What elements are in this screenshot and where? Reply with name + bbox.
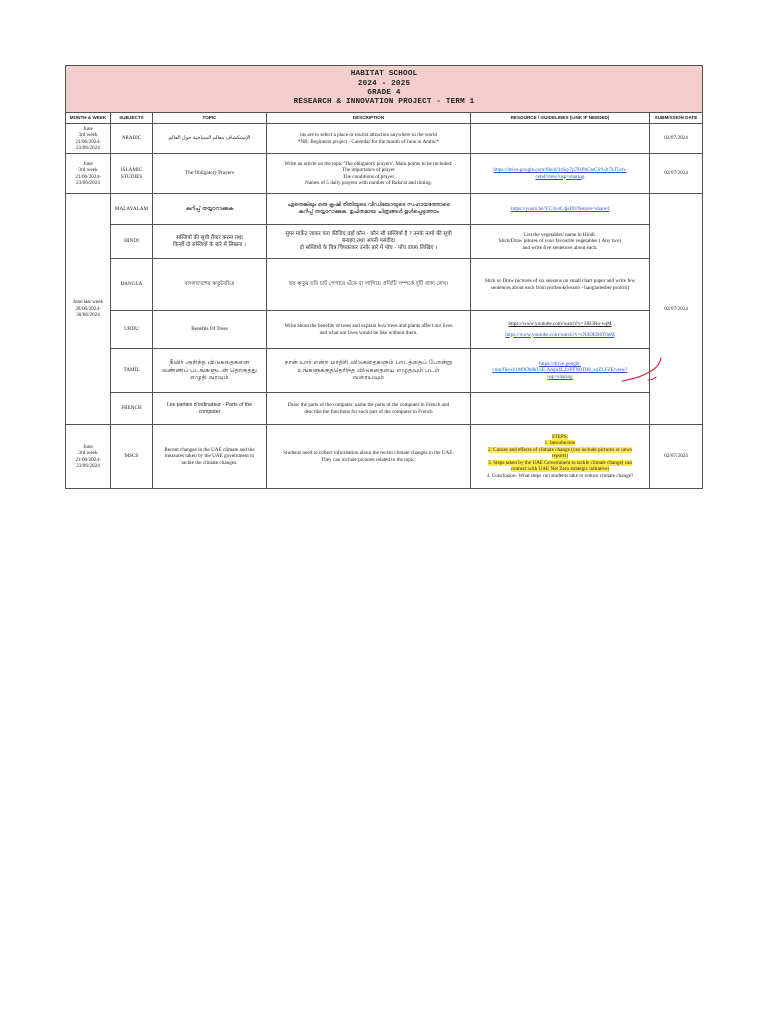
resource-link[interactable]: https://www.youtube.com/watch?v=3IB3Ro-vqM bbox=[508, 321, 612, 327]
week-cell: June 3rd week 21/06/2024- 23/06/2024 bbox=[66, 124, 111, 154]
resource-link[interactable]: https://drive.google.com/file/d/1rSq-7p7FtPhCtsCS9-2t7kT5vh- cebd/view?usp=sharing bbox=[471, 154, 650, 194]
table-row bbox=[66, 425, 703, 489]
grade-label: GRADE 4 bbox=[367, 89, 401, 97]
topic-cell: বাংলাদেশের ঋতুবৈচিত্র bbox=[153, 259, 267, 311]
resource-cell bbox=[471, 124, 650, 154]
subject-cell: ARABIC bbox=[111, 124, 153, 154]
resource-cell: List the vegetables' name in Hindi. Stick/Draw pitures of your favourite vegetables ( Any two) and write five sentences about each. bbox=[471, 225, 650, 259]
resource-link[interactable]: https://drive.google. com/file/d/1M9Oh8kUiE-Aoqu4LZxPFN8TIl8_xzZLFZE/view? usp=sharing bbox=[471, 349, 650, 393]
date-cell: 02/07/2024 bbox=[650, 194, 703, 425]
project-title: RESEARCH & INNOVATION PROJECT - TERM 1 bbox=[293, 98, 475, 107]
project-table bbox=[65, 65, 703, 489]
header-row bbox=[66, 113, 703, 124]
date-cell: 02/07/2024 bbox=[650, 154, 703, 194]
topic-cell: सब्जियों की सूची तैयार करना तथा किन्हीं दो सब्जियों के बारे में लिखना । bbox=[153, 225, 267, 259]
table-row bbox=[66, 194, 703, 225]
description-cell: सुपर मार्केट जाकर पता कीजिए वहाँ कौन - कौन सी सब्जियाँ हैं ? उनके नामों की सूची बनाइए तथा अपनी पसंदीदा दो सब्जियों के चित्र चिपकाकर उनके बारे में पाँच - पाँच वाक्य लिखिए । bbox=[267, 225, 471, 259]
subject-cell: FRENCH bbox=[111, 393, 153, 425]
description-cell: Write an article on the topic 'The obligatory prayers'. Main points to be included: The importance of prayer The conditions of prayer Names of 5 daily prayers with number of Raka'at and timing. bbox=[267, 154, 471, 194]
table-row bbox=[66, 311, 703, 349]
table-row bbox=[66, 154, 703, 194]
header-topic: TOPIC bbox=[153, 113, 267, 124]
week-cell: June 3rd week 21/06/2024- 23/06/2024 bbox=[66, 425, 111, 489]
table-row bbox=[66, 259, 703, 311]
table-row bbox=[66, 225, 703, 259]
subject-cell: MALAYALAM bbox=[111, 194, 153, 225]
description-cell: Students need to collect information about the recent climate changes in the UAE. They can include pictures related to the topic. bbox=[267, 425, 471, 489]
header-submission-date: SUBMISSION DATE bbox=[650, 113, 703, 124]
topic-cell: The Obligatory Prayers bbox=[153, 154, 267, 194]
resource-cell: STEPS: 1. Introduction 2. Causes and effects of climate change (can include pictures or news reports) 3. Steps taken by the UAE Government to tackle climate change( can connect with UAE Net Zero strategic initiative) 4. Conclusion- What steps can students take to reduce climate change? bbox=[471, 425, 650, 489]
topic-cell: കുറിപ്പ് തയ്യാറാക്കുക bbox=[153, 194, 267, 225]
description-cell: ഏതെങ്കിലും ഒരു കൃഷി രീതിയുടെ വീഡിയോയുടെ സഹായത്തോടെ കുറിപ്പ് തയ്യാറാക്കുക. ഉചിതമായ ചിത്രങ്ങൾ ഉൾപ്പെടുത്താം bbox=[267, 194, 471, 225]
table-row bbox=[66, 124, 703, 154]
subject-cell: HINDI bbox=[111, 225, 153, 259]
subject-cell: BANGLA bbox=[111, 259, 153, 311]
subject-cell: ISLAMIC STUDIES bbox=[111, 154, 153, 194]
header-month-week: MONTH & WEEK bbox=[66, 113, 111, 124]
description-cell: Write about the benefits of trees and explain how trees and plants affect our lives and what our lives would be like without them. bbox=[267, 311, 471, 349]
topic-cell: Recent changes in the UAE climate and the measures taken by the UAE government to tackle the climate changes. bbox=[153, 425, 267, 489]
description-cell: நான் யார் என்ற மாதிரி விடுகதைகளும் பாடத்தைப் போன்று உங்களுக்குத்தெரிந்த விடுகதையை எழுதவும் படம் வரையவும் bbox=[267, 349, 471, 393]
header-subjects: SUBJECTS bbox=[111, 113, 153, 124]
title-block bbox=[66, 66, 703, 113]
week-cell: June last week 28/06/2024- 30/06/2024 bbox=[66, 194, 111, 425]
header-description: DESCRIPTION bbox=[267, 113, 471, 124]
topic-cell: الإستكشاف معالم السياحية حول العالم bbox=[153, 124, 267, 154]
topic-cell: நீவிர் அறிந்த விடுகதைகளை வண்ணப் படங்களுடன் தொகுத்து எழுதி வரவும் bbox=[153, 349, 267, 393]
subject-cell: MSCS bbox=[111, 425, 153, 489]
date-cell: 02/07/2024 bbox=[650, 425, 703, 489]
resource-link[interactable]: https://www.youtube.com/watch?v=cN8DEB6T0eM bbox=[505, 331, 615, 338]
table-row bbox=[66, 349, 703, 393]
topic-cell: Benefits Of Trees bbox=[153, 311, 267, 349]
subject-cell: URDU bbox=[111, 311, 153, 349]
header-resource: RESOURCE / GUIDELINES (LINK IF NEEDED) bbox=[471, 113, 650, 124]
date-cell: 02/07/2024 bbox=[650, 124, 703, 154]
topic-cell: Les parties d'ordinateur - Parts of the computer bbox=[153, 393, 267, 425]
resource-cell: Stick or Draw pictures of six seasons on small chart paper and write few sentences about each from textbook(lesson - bangladesher protriti) bbox=[471, 259, 650, 311]
table-row bbox=[66, 393, 703, 425]
academic-year: 2024 - 2025 bbox=[357, 79, 411, 88]
description-cell: Draw the parts of the computer, name the parts of the computer in French and describe the functions for each part of the computer in French bbox=[267, 393, 471, 425]
resource-cell bbox=[471, 393, 650, 425]
subject-cell: TAMIL bbox=[111, 349, 153, 393]
week-cell: June 3rd week 21/06/2024- 23/06/2024 bbox=[66, 154, 111, 194]
description-cell: nts are to select a place or tourist attraction anywhere in the world *NB: Beginners project - Calendar for the month of June in Arabic* bbox=[267, 124, 471, 154]
description-cell: ছয় ঋতুর ছবি চার্ট পেপারে এঁকে বা লাগিয়ে প্রতিটি সম্পর্কে দুটি বাক্য লেখ। bbox=[267, 259, 471, 311]
resource-link[interactable]: https://youtu.be/YC3yoC4jsD0?feature=shared bbox=[471, 194, 650, 225]
resource-cell bbox=[471, 311, 650, 349]
school-name: HABITAT SCHOOL bbox=[350, 70, 418, 79]
